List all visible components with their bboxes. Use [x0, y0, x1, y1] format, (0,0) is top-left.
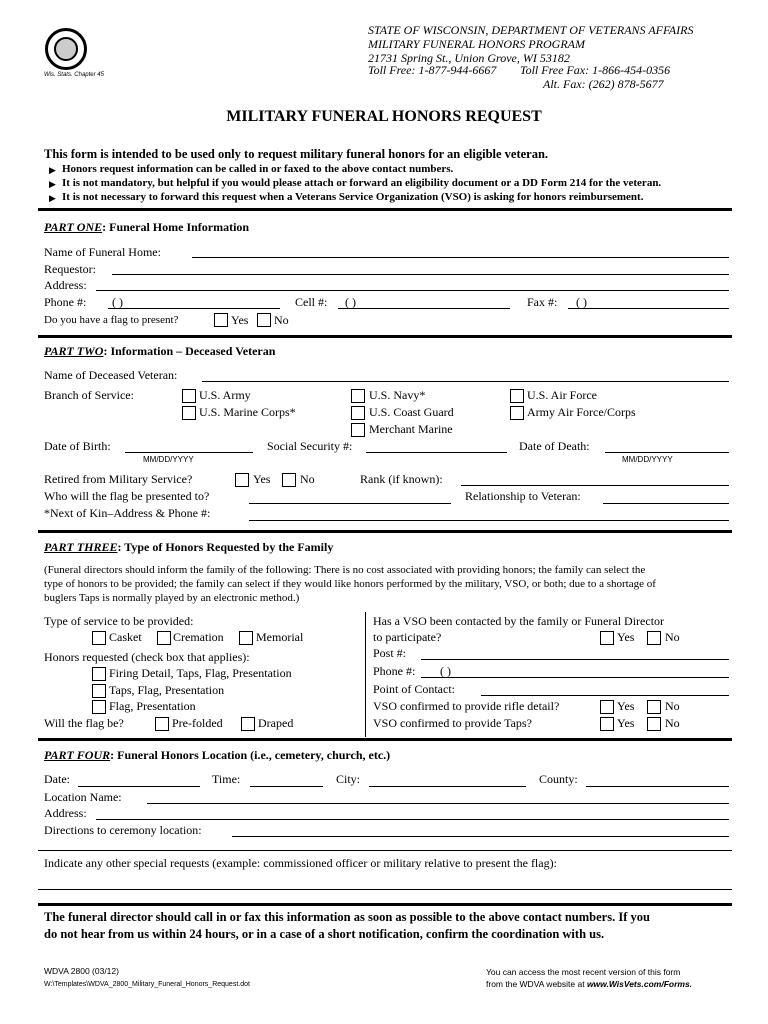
part-one-heading: PART ONE: Funeral Home Information	[44, 220, 250, 234]
column-divider	[365, 612, 366, 737]
ssn-field[interactable]	[366, 452, 507, 453]
honors-requested-label: Honors requested (check box that applies):	[44, 650, 250, 664]
memorial-checkbox[interactable]	[239, 631, 253, 645]
no-label: No	[274, 313, 289, 327]
vso-phone-label: Phone #:	[373, 664, 416, 678]
air-force-checkbox[interactable]	[510, 389, 524, 403]
taps-flag-checkbox[interactable]	[92, 684, 106, 698]
agency-name: STATE OF WISCONSIN, DEPARTMENT OF VETERANS AFFAIRS	[368, 23, 694, 37]
location-name-field[interactable]	[147, 803, 729, 804]
form-number: WDVA 2800 (03/12)	[44, 966, 119, 976]
honors-note: (Funeral directors should inform the family of the following: There is no cost associated with providing honors; the family can select the	[44, 564, 646, 576]
no-label: No	[300, 472, 315, 486]
merchant-marine-label: Merchant Marine	[369, 422, 453, 436]
fax-area-code: ( )	[576, 295, 587, 309]
branch-label: Branch of Service:	[44, 388, 134, 402]
cell-label: Cell #:	[295, 295, 328, 309]
retired-label: Retired from Military Service?	[44, 472, 193, 486]
cremation-checkbox[interactable]	[157, 631, 171, 645]
yes-label: Yes	[617, 699, 635, 713]
fax-label: Fax #:	[527, 295, 558, 309]
intro-bullet: It is not mandatory, but helpful if you would please attach or forward an eligibility document or a DD Form 214 for the veteran.	[62, 177, 662, 189]
funeral-home-field[interactable]	[192, 257, 729, 258]
chapter-ref: Wis. Stats. Chapter 45	[44, 72, 104, 78]
no-label: No	[665, 716, 680, 730]
taps-flag-label: Taps, Flag, Presentation	[109, 683, 225, 697]
marine-corps-label: U.S. Marine Corps*	[199, 405, 296, 419]
directions-field[interactable]	[232, 836, 729, 837]
army-air-force-checkbox[interactable]	[510, 406, 524, 420]
section-divider	[38, 903, 732, 906]
honors-note: type of honors to be provided; the family can select if they would like honors performed by the military, VSO, or both; due to a shortage of	[44, 578, 656, 590]
flag-to-label: Who will the flag be presented to?	[44, 489, 210, 503]
retired-yes-checkbox[interactable]	[235, 473, 249, 487]
bullet-icon: ▶	[49, 165, 56, 175]
deceased-name-field[interactable]	[202, 381, 729, 382]
no-label: No	[665, 630, 680, 644]
navy-checkbox[interactable]	[351, 389, 365, 403]
county-label: County:	[539, 772, 578, 786]
dob-format-hint: MM/DD/YYYY	[143, 455, 194, 464]
dod-format-hint: MM/DD/YYYY	[622, 455, 673, 464]
time-label: Time:	[212, 772, 241, 786]
closing-note: The funeral director should call in or fax this information as soon as possible to the above contact numbers. If you	[44, 910, 650, 924]
date-label: Date:	[44, 772, 70, 786]
special-requests-label: Indicate any other special requests (example: commissioned officer or military relative to present the flag):	[44, 856, 557, 870]
program-name: MILITARY FUNERAL HONORS PROGRAM	[368, 37, 585, 51]
flag-be-label: Will the flag be?	[44, 716, 124, 730]
casket-checkbox[interactable]	[92, 631, 106, 645]
time-field[interactable]	[250, 786, 323, 787]
intro-bullet: It is not necessary to forward this request when a Veterans Service Organization (VSO) is asking for honors reimbursement.	[62, 191, 644, 203]
location-name-label: Location Name:	[44, 790, 122, 804]
phone-area-code: ( )	[112, 295, 123, 309]
relationship-field[interactable]	[603, 503, 729, 504]
agency-address: 21731 Spring St., Union Grove, WI 53182	[368, 51, 570, 65]
relationship-label: Relationship to Veteran:	[465, 489, 581, 503]
draped-checkbox[interactable]	[241, 717, 255, 731]
next-of-kin-label: *Next of Kin–Address & Phone #:	[44, 506, 211, 520]
flag-present-label: Do you have a flag to present?	[44, 314, 179, 326]
website-link[interactable]: www.WisVets.com/Forms.	[586, 979, 693, 989]
yes-label: Yes	[253, 472, 271, 486]
taps-yes-checkbox[interactable]	[600, 717, 614, 731]
address-field[interactable]	[96, 290, 729, 291]
flag-presentation-label: Flag, Presentation	[109, 699, 196, 713]
dod-label: Date of Death:	[519, 439, 590, 453]
navy-label: U.S. Navy*	[369, 388, 426, 402]
phone-label: Phone #:	[44, 295, 87, 309]
taps-confirm-label: VSO confirmed to provide Taps?	[373, 716, 532, 730]
section-divider	[38, 738, 732, 741]
flag-no-checkbox[interactable]	[257, 313, 271, 327]
rifle-no-checkbox[interactable]	[647, 700, 661, 714]
rank-field[interactable]	[461, 485, 729, 486]
coast-guard-label: U.S. Coast Guard	[369, 405, 454, 419]
vso-phone-field[interactable]	[421, 677, 729, 678]
dob-field[interactable]	[125, 452, 253, 453]
part-three-heading: PART THREE: Type of Honors Requested by the Family	[44, 540, 334, 554]
ssn-label: Social Security #:	[267, 439, 353, 453]
toll-free-fax: Toll Free Fax: 1-866-454-0356	[520, 63, 671, 77]
toll-free-phone: Toll Free: 1-877-944-6667	[368, 63, 497, 77]
funeral-home-label: Name of Funeral Home:	[44, 245, 161, 259]
access-note: You can access the most recent version of this form	[486, 967, 681, 977]
flag-presentation-checkbox[interactable]	[92, 700, 106, 714]
rifle-detail-label: VSO confirmed to provide rifle detail?	[373, 699, 560, 713]
fax-field[interactable]	[568, 308, 729, 309]
form-title: MILITARY FUNERAL HONORS REQUEST	[226, 108, 542, 125]
yes-label: Yes	[617, 630, 635, 644]
requestor-label: Requestor:	[44, 262, 96, 276]
rank-label: Rank (if known):	[360, 472, 443, 486]
phone-field[interactable]	[108, 308, 280, 309]
dob-label: Date of Birth:	[44, 439, 111, 453]
coast-guard-checkbox[interactable]	[351, 406, 365, 420]
pre-folded-label: Pre-folded	[172, 716, 223, 730]
flag-yes-checkbox[interactable]	[214, 313, 228, 327]
city-field[interactable]	[369, 786, 526, 787]
next-of-kin-field[interactable]	[249, 520, 729, 521]
firing-detail-checkbox[interactable]	[92, 667, 106, 681]
access-note-2: from the WDVA website at www.WisVets.com/Forms.	[486, 979, 693, 989]
closing-note: do not hear from us within 24 hours, or in a case of a short notification, confirm the coordination with us.	[44, 927, 605, 941]
army-air-force-label: Army Air Force/Corps	[527, 405, 636, 419]
intro-bullet: Honors request information can be called in or faxed to the above contact numbers.	[62, 163, 454, 175]
directions-label: Directions to ceremony location:	[44, 823, 202, 837]
yes-label: Yes	[231, 313, 249, 327]
requestor-field[interactable]	[112, 274, 729, 275]
vso-participate-label: to participate?	[373, 630, 442, 644]
retired-no-checkbox[interactable]	[282, 473, 296, 487]
city-label: City:	[336, 772, 361, 786]
poc-field[interactable]	[481, 695, 729, 696]
pre-folded-checkbox[interactable]	[155, 717, 169, 731]
dod-field[interactable]	[605, 452, 729, 453]
yes-label: Yes	[617, 716, 635, 730]
draped-label: Draped	[258, 716, 294, 730]
part-four-heading: PART FOUR: Funeral Honors Location (i.e., cemetery, church, etc.)	[44, 748, 391, 762]
cell-area-code: ( )	[345, 295, 356, 309]
air-force-label: U.S. Air Force	[527, 388, 597, 402]
intro-text: This form is intended to be used only to request military funeral honors for an eligible veteran.	[44, 147, 549, 161]
casket-label: Casket	[109, 630, 142, 644]
state-seal-logo	[45, 28, 87, 70]
memorial-label: Memorial	[256, 630, 304, 644]
alt-fax: Alt. Fax: (262) 878-5677	[543, 77, 664, 91]
address-label: Address:	[44, 278, 87, 292]
section-divider	[38, 335, 732, 338]
army-label: U.S. Army	[199, 388, 251, 402]
date-field[interactable]	[78, 786, 200, 787]
post-field[interactable]	[421, 659, 729, 660]
bullet-icon: ▶	[49, 179, 56, 189]
section-divider	[38, 530, 732, 533]
vso-contacted-label: Has a VSO been contacted by the family or Funeral Director	[373, 614, 665, 628]
vso-phone-area-code: ( )	[440, 664, 451, 678]
army-checkbox[interactable]	[182, 389, 196, 403]
vso-yes-checkbox[interactable]	[600, 631, 614, 645]
location-address-label: Address:	[44, 806, 87, 820]
vso-no-checkbox[interactable]	[647, 631, 661, 645]
section-divider	[38, 208, 732, 211]
poc-label: Point of Contact:	[373, 682, 455, 696]
firing-detail-label: Firing Detail, Taps, Flag, Presentation	[109, 666, 292, 680]
flag-to-field[interactable]	[249, 503, 451, 504]
post-label: Post #:	[373, 646, 407, 660]
cell-field[interactable]	[338, 308, 510, 309]
cremation-label: Cremation	[173, 630, 224, 644]
deceased-name-label: Name of Deceased Veteran:	[44, 368, 178, 382]
bullet-icon: ▶	[49, 193, 56, 203]
merchant-marine-checkbox[interactable]	[351, 423, 365, 437]
rifle-yes-checkbox[interactable]	[600, 700, 614, 714]
county-field[interactable]	[586, 786, 729, 787]
taps-no-checkbox[interactable]	[647, 717, 661, 731]
location-address-field[interactable]	[96, 819, 729, 820]
honors-note: buglers Taps is normally played by an electronic method.)	[44, 592, 300, 604]
marine-corps-checkbox[interactable]	[182, 406, 196, 420]
special-requests-field[interactable]	[38, 889, 732, 890]
no-label: No	[665, 699, 680, 713]
template-path: W:\Templates\WDVA_2800_Military_Funeral_Honors_Request.dot	[44, 981, 250, 988]
part-two-heading: PART TWO: Information – Deceased Veteran	[44, 344, 276, 358]
service-type-label: Type of service to be provided:	[44, 614, 194, 628]
section-divider	[38, 850, 732, 851]
